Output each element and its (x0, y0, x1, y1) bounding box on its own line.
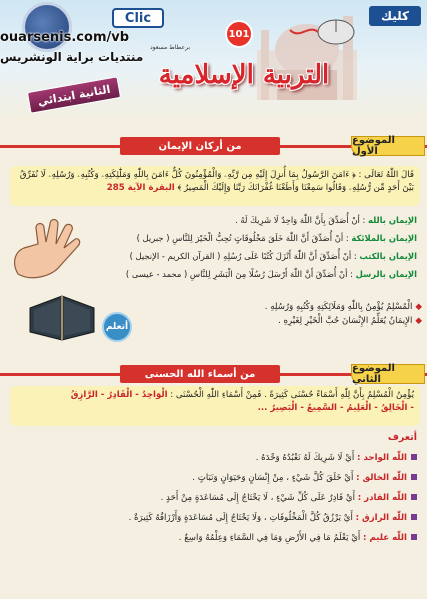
author-note: برعطاط مسعود (150, 44, 190, 51)
pillar-row (130, 250, 417, 262)
learn-point: ◆ الْمُسْلِمُ يُؤْمِنُ بِاللّٰهِ وَمَلَائِكَتِهِ وَكُتُبِهِ وَرُسُلِهِ . (264, 302, 422, 312)
bullet-square-icon (411, 474, 417, 480)
pillar-label: الإيمان بالله (367, 215, 417, 225)
definition-row: اللّٰه القادر : أَيْ قَادِرٌ عَلَى كُلِّ شَيْءٍ ، لَا يَحْتَاجُ إِلَى مُسَاعَدَةٍ مِنْ أَحَدٍ . (161, 492, 417, 504)
hand-fingers-icon (8, 214, 82, 284)
names-line-1: الْوَاحِدُ - الْقَادِرُ - الرَّازِقُ (70, 390, 168, 400)
pillar-row (137, 232, 417, 244)
section2-bar (0, 364, 427, 384)
bullet-square-icon (411, 514, 417, 520)
verse-reference: البقرة الآية 285 (106, 183, 175, 193)
definition-row: اللّٰه الرازق : أَيْ يَرْزُقُ كُلَّ الْمَخْلُوقَاتِ ، وَلَا يَحْتَاجُ إِلَى مُسَاعَدَةٍ وَأَرْزَاقُهُ كَثِيرَةٌ . (129, 512, 417, 524)
pillar-label: الإيمان بالرسل (355, 269, 417, 279)
brand-logo-en: Clic (112, 8, 164, 28)
pillar-text: : أنْ أُصَدِّقَ أَنَّ اللّٰهَ أَرْسَلَ رُسُلًا مِنَ الْبَشَرِ لِلنَّاسِ ( محمد - عيسى ) (125, 269, 353, 279)
bullet-square-icon (411, 454, 417, 460)
pillar-text: : أنْ أُصَدِّقَ بِأَنَّ اللّٰهَ وَاحِدٌ لَا شَرِيكَ لَهُ . (235, 215, 366, 225)
section1-tag: الموضوع الأول (351, 136, 425, 156)
names-intro: يُؤْمِنُ الْمُسْلِمُ بِأَنَّ لِلّٰهِ أَسْمَاءً حُسْنَى كَثِيرَةً . فَمِنْ أَسْمَاءِ اللّٰهِ الْحُسْنَى : (170, 390, 414, 400)
quran-verse-box (10, 166, 420, 206)
pillar-text: : أنْ أُصَدِّقَ أَنَّ اللّٰهَ خَلَقَ مَخْلُوقَاتٍ تُحِبُّ الْخَيْرَ لِلنَّاسِ ( جبريل ) (136, 233, 349, 243)
page-title: التربية الإسلامية (158, 60, 330, 90)
bullet-square-icon (411, 494, 417, 500)
pillar-row (235, 214, 417, 226)
learn-badge: أتعلم (102, 312, 132, 342)
watermark-url: ouarsenis.com/vb (0, 30, 130, 45)
watermark-forum: منتديات براية الونشريس (0, 50, 144, 64)
quran-book-icon (26, 288, 98, 342)
learn-points (136, 300, 422, 350)
section2-title: من أسماء الله الحسنى (120, 365, 280, 383)
section1-title: من أركان الإيمان (120, 137, 280, 155)
pillar-row (126, 268, 417, 280)
learn-point: ◆ الإِيمَانُ يُعَلِّمُ الإِنْسَانَ حُبَّ الْخَيْرِ لِغَيْرِهِ . (278, 316, 422, 326)
pillar-label: الإيمان بالكتب (359, 251, 417, 261)
pillar-text: : أنْ أُصَدِّقَ أَنَّ اللّٰهَ أَنْزَلَ كُتُبًا عَلَى رُسُلِهِ ( القرآن الكريم - الإنجيل ) (129, 251, 357, 261)
definition-row: اللّٰه الواحد : أَيْ لَا شَرِيكَ لَهُ نَعْبُدُهُ وَحْدَهُ . (256, 452, 417, 464)
computer-mouse-icon (288, 16, 358, 48)
header (0, 0, 427, 122)
brand-logo-ar: كليك (369, 6, 421, 26)
section1-bar (0, 136, 427, 156)
section2-tag: الموضوع الثاني (351, 364, 425, 384)
names-intro-box (10, 386, 420, 426)
definition-row: اللّٰه الخالق : أَيْ خَلَقَ كُلَّ شَيْءٍ ، مِنْ إِنْسَانٍ وَحَيَوَانٍ وَنَبَاتٍ . (192, 472, 417, 484)
grade-ribbon: الثانية ابتدائي (27, 76, 121, 114)
know-heading: أتعرف (387, 432, 417, 443)
page-number-badge: 101 (225, 20, 253, 48)
pillar-label: الإيمان بالملائكة (351, 233, 417, 243)
bullet-square-icon (411, 534, 417, 540)
verse-text: قَالَ اللّٰهُ تَعَالَى : ﴿ ءَامَنَ الرَّسُولُ بِمَا أُنزِلَ إِلَيْهِ مِن رَّبِّهِۦ وَالْمُؤْمِنُونَ كُلٌّ ءَامَنَ بِاللّٰهِ وَمَلَٰٓئِكَتِهِۦ وَكُتُبِهِۦ وَرُسُلِهِۦ لَا نُفَرِّقُ بَيْنَ أَحَدٍ مِّن رُّسُلِهِۦ وَقَالُوا سَمِعْنَا وَأَطَعْنَا غُفْرَانَكَ رَبَّنَا وَإِلَيْكَ الْمَصِيرُ ﴾ (19, 170, 414, 193)
definition-row: اللّٰه عليم : أَيْ يَعْلَمُ مَا فِي الأَرْضِ وَمَا فِي السَّمَاءِ وَعِلْمُهُ وَاسِعٌ . (179, 532, 417, 544)
names-line-2: - الْخَالِقُ - الْعَلِيمُ - السَّمِيعُ - الْبَصِيرُ ... (257, 403, 414, 413)
